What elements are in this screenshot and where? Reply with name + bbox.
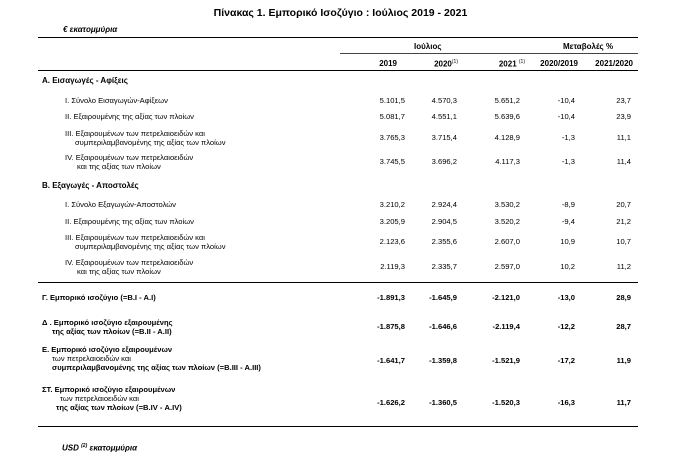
row-label: II. Εξαιρουμένης της αξίας των πλοίων <box>65 217 194 226</box>
cell-2021: 3.520,2 <box>494 217 520 226</box>
row-label: Γ. Εμπορικό ισοζύγιο (=Β.Ι - Α.Ι) <box>42 293 156 302</box>
cell-change-1: -10,4 <box>557 96 575 105</box>
cell-change-1: -10,4 <box>557 112 575 121</box>
cell-2020: 2.904,5 <box>431 217 457 226</box>
cell-2021: 4.128,9 <box>494 133 520 142</box>
cell-2019: -1.641,7 <box>377 356 405 365</box>
cell-change-1: -16,3 <box>557 398 575 407</box>
cell-change-1: -17,2 <box>557 356 575 365</box>
cell-2019: -1.626,2 <box>377 398 405 407</box>
unit-label: € εκατομμύρια <box>63 25 118 34</box>
row-label-cont: των πετρελαιοειδών και <box>52 354 131 363</box>
cell-2019: 3.210,2 <box>379 200 405 209</box>
header-group-july: Ιούλιος <box>414 42 442 51</box>
section-imports: Α. Εισαγωγές - Αφίξεις <box>42 76 128 85</box>
cell-2020: -1.646,6 <box>429 322 457 331</box>
footer-suffix: εκατομμύρια <box>89 443 138 453</box>
header-group-change: Μεταβολές % <box>563 42 614 51</box>
cell-2019: -1.875,8 <box>377 322 405 331</box>
cell-2020: -1.645,9 <box>429 293 457 302</box>
cell-change-2: 11,4 <box>616 157 631 166</box>
cell-2021: 5.639,6 <box>494 112 520 121</box>
cell-2020: -1.359,8 <box>429 356 457 365</box>
cell-change-1: -1,3 <box>561 157 575 166</box>
footer-unit <box>62 443 137 453</box>
cell-2019: 3.765,3 <box>379 133 405 142</box>
row-label-cont: της αξίας των πλοίων (=Β.ΙΙ - Α.ΙΙ) <box>52 327 172 336</box>
cell-2020: 2.355,6 <box>431 237 457 246</box>
cell-2020: -1.360,5 <box>429 398 457 407</box>
row-label: ΣΤ. Εμπορικό ισοζύγιο εξαιρουμένων <box>42 385 176 394</box>
cell-change-2: 11,1 <box>616 133 631 142</box>
cell-2020: 3.696,2 <box>431 157 457 166</box>
row-label: IV. Εξαιρουμένων των πετρελαιοειδών <box>65 258 194 267</box>
cell-2019: 2.123,6 <box>379 237 405 246</box>
cell-change-1: -9,4 <box>561 217 575 226</box>
cell-2019: 2.119,3 <box>380 262 405 271</box>
cell-2021: -2.121,0 <box>492 293 520 302</box>
cell-2020: 4.570,3 <box>431 96 457 105</box>
cell-change-2: 11,9 <box>616 356 631 365</box>
cell-2019: -1.891,3 <box>377 293 405 302</box>
cell-2021: -2.119,4 <box>492 322 520 331</box>
header-rule <box>38 70 638 71</box>
cell-change-1: -1,3 <box>561 133 575 142</box>
cell-2019: 3.745,5 <box>379 157 405 166</box>
row-label: II. Εξαιρουμένης της αξίας των πλοίων <box>65 112 194 121</box>
header-change-2: 2021/2020 <box>595 59 633 68</box>
cell-change-2: 28,7 <box>616 322 631 331</box>
cell-change-2: 11,7 <box>616 398 631 407</box>
row-label-cont: συμπεριλαμβανομένης της αξίας των πλοίων (=Β.ΙΙΙ - Α.ΙΙΙ) <box>52 363 261 372</box>
row-label-cont: συμπεριλαμβανομένης της αξίας των πλοίων <box>75 138 226 147</box>
row-label-cont: των πετρελαιοειδών και <box>60 394 139 403</box>
cell-change-2: 11,2 <box>616 262 631 271</box>
top-rule <box>38 37 638 38</box>
cell-change-2: 23,9 <box>616 112 631 121</box>
cell-2021: 2.597,0 <box>494 262 520 271</box>
cell-2021: 3.530,2 <box>494 200 520 209</box>
cell-change-1: -8,9 <box>561 200 575 209</box>
row-label-cont: συμπεριλαμβανομένης της αξίας των πλοίων <box>75 242 226 251</box>
row-label-cont: και της αξίας των πλοίων <box>77 162 161 171</box>
row-label: III. Εξαιρουμένων των πετρελαιοειδών και <box>65 233 205 242</box>
cell-change-1: -13,0 <box>557 293 575 302</box>
cell-2021: -1.520,3 <box>492 398 520 407</box>
cell-change-2: 20,7 <box>616 200 631 209</box>
balance-rule <box>38 282 638 283</box>
cell-2019: 5.101,5 <box>379 96 405 105</box>
cell-change-2: 10,7 <box>616 237 631 246</box>
cell-2020: 4.551,1 <box>431 112 457 121</box>
cell-change-2: 28,9 <box>616 293 631 302</box>
cell-2021: 2.607,0 <box>494 237 520 246</box>
cell-change-2: 21,2 <box>616 217 631 226</box>
cell-2020: 2.335,7 <box>431 262 457 271</box>
cell-change-1: 10,9 <box>560 237 575 246</box>
cell-2019: 5.081,7 <box>379 112 405 121</box>
header-change-1: 2020/2019 <box>540 59 578 68</box>
cell-change-2: 23,7 <box>616 96 631 105</box>
cell-2021: -1.521,9 <box>492 356 520 365</box>
cell-2019: 3.205,9 <box>379 217 405 226</box>
cell-change-1: 10,2 <box>560 262 575 271</box>
row-label: IV. Εξαιρουμένων των πετρελαιοειδών <box>65 153 194 162</box>
header-2020: 2020$^{(1)}$ <box>434 59 458 69</box>
footer-prefix: USD <box>62 443 79 453</box>
header-2019: 2019 <box>379 59 397 68</box>
cell-2020: 3.715,4 <box>431 133 457 142</box>
cell-change-1: -12,2 <box>557 322 575 331</box>
cell-2021: 5.651,2 <box>494 96 520 105</box>
section-exports: Β. Εξαγωγές - Αποστολές <box>42 181 139 190</box>
row-label: I. Σύνολο Εισαγωγών-Αφίξεων <box>65 96 168 105</box>
row-label-cont: της αξίας των πλοίων (=Β.IV - Α.IV) <box>56 403 182 412</box>
row-label: Ε. Εμπορικό ισοζύγιο εξαιρουμένων <box>42 345 173 354</box>
row-label: III. Εξαιρουμένων των πετρελαιοειδών και <box>65 129 205 138</box>
header-2021: 2021 $^{(1)}$ <box>498 59 525 69</box>
table-title: Πίνακας 1. Εμπορικό Ισοζύγιο : Ιούλιος 2019 - 2021 <box>213 7 468 19</box>
cell-2020: 2.924,4 <box>431 200 457 209</box>
bottom-rule <box>38 426 638 427</box>
row-label: I. Σύνολο Εξαγωγών-Αποστολών <box>65 200 176 209</box>
footer-note: (2) <box>81 443 88 449</box>
row-label-cont: και της αξίας των πλοίων <box>77 267 161 276</box>
row-label: Δ . Εμπορικό ισοζύγιο εξαιρουμένης <box>42 318 173 327</box>
header-group-rule <box>340 53 638 54</box>
cell-2021: 4.117,3 <box>495 157 520 166</box>
